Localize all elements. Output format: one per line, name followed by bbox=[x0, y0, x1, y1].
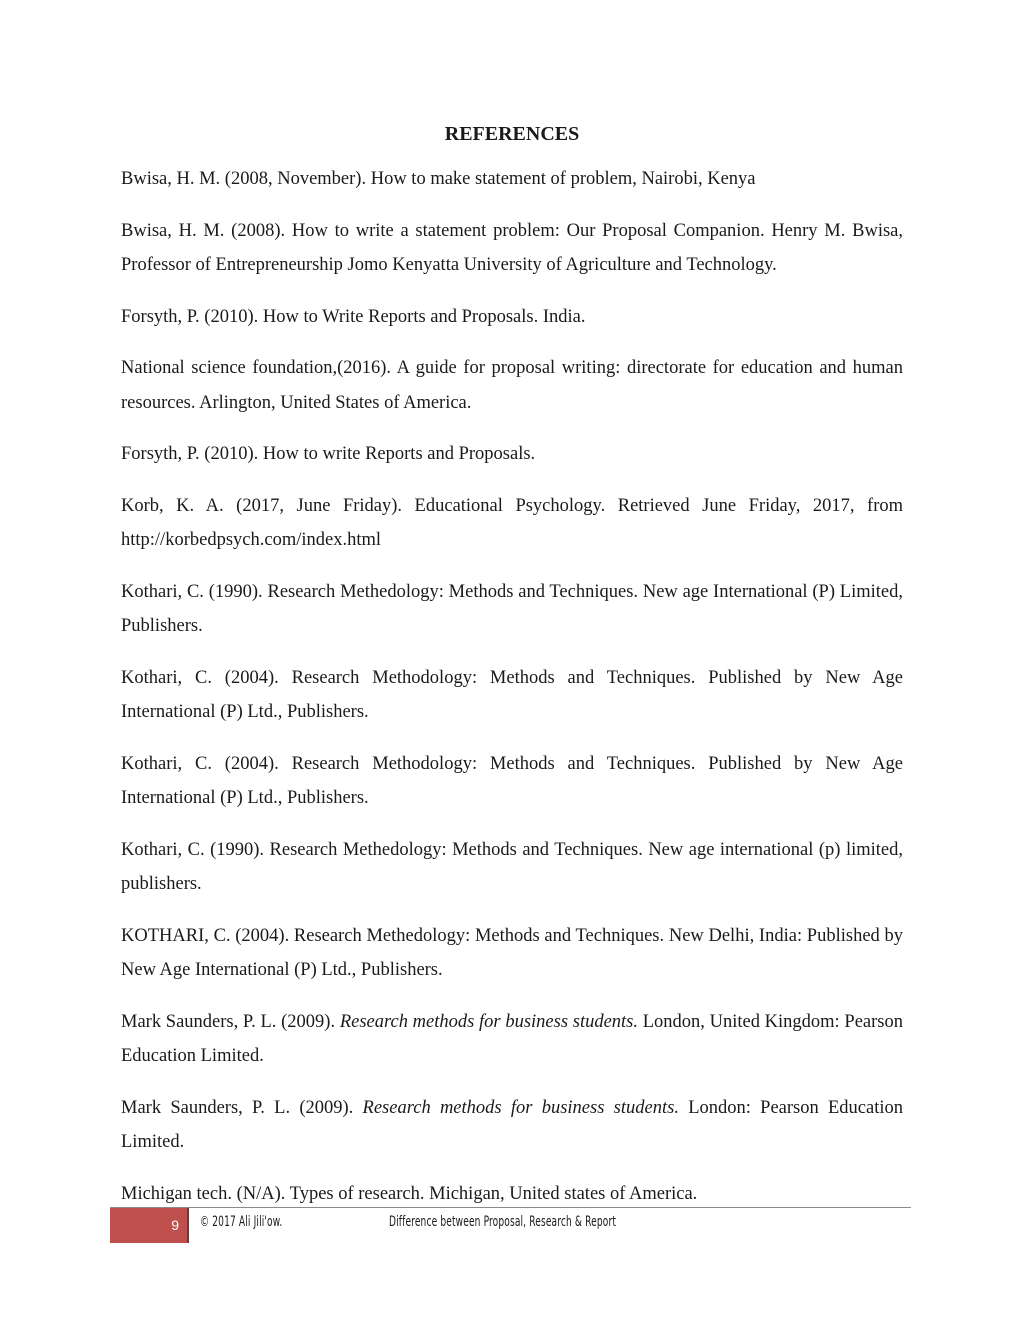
reference-entry: Kothari, C. (2004). Research Methodology: Methods and Techniques. Published by New Age International (P) Ltd., Publishers. bbox=[121, 667, 903, 722]
page-number: 9 bbox=[171, 1217, 179, 1233]
reference-entry: Forsyth, P. (2010). How to write Reports and Proposals. bbox=[121, 444, 536, 464]
footer-divider bbox=[110, 1207, 911, 1208]
reference-entry: Korb, K. A. (2017, June Friday). Educational Psychology. Retrieved June Friday, 2017, from http://korbedpsych.com/index.html bbox=[121, 495, 903, 550]
reference-entry: Mark Saunders, P. L. (2009). Research methods for business students. London, United Kingdom: Pearson Education Limited. bbox=[121, 1011, 903, 1066]
reference-entry: Kothari, C. (1990). Research Methedology: Methods and Techniques. New age International (P) Limited, Publishers. bbox=[121, 581, 903, 636]
reference-entry: National science foundation,(2016). A guide for proposal writing: directorate for education and human resources. Arlington, United States of America. bbox=[121, 358, 903, 413]
page-heading: REFERENCES bbox=[444, 123, 580, 145]
page-number-badge bbox=[110, 1208, 189, 1243]
reference-entry: Mark Saunders, P. L. (2009). Research methods for business students. London: Pearson Education Limited. bbox=[121, 1097, 903, 1152]
reference-entry: Michigan tech. (N/A). Types of research. Michigan, United states of America. bbox=[121, 1183, 698, 1204]
reference-entry: Kothari, C. (1990). Research Methedology: Methods and Techniques. New age international (p) limited, publishers. bbox=[121, 839, 903, 894]
reference-entry: Bwisa, H. M. (2008, November). How to make statement of problem, Nairobi, Kenya bbox=[121, 169, 756, 189]
reference-entry: Bwisa, H. M. (2008). How to write a statement problem: Our Proposal Companion. Henry M. Bwisa, Professor of Entrepreneurship Jomo Kenyatta University of Agriculture and Technology. bbox=[121, 220, 903, 275]
reference-entry: Kothari, C. (2004). Research Methodology: Methods and Techniques. Published by New Age International (P) Ltd., Publishers. bbox=[121, 753, 903, 808]
footer-document-title: Difference between Proposal, Research & Report bbox=[389, 1214, 617, 1230]
footer-copyright: © 2017 Ali Jili'ow. bbox=[200, 1214, 283, 1230]
reference-list bbox=[121, 162, 903, 1211]
reference-entry: Forsyth, P. (2010). How to Write Reports and Proposals. India. bbox=[121, 306, 586, 327]
reference-entry: KOTHARI, C. (2004). Research Methedology: Methods and Techniques. New Delhi, India: Published by New Age International (P) Ltd., Publishers. bbox=[121, 925, 903, 980]
